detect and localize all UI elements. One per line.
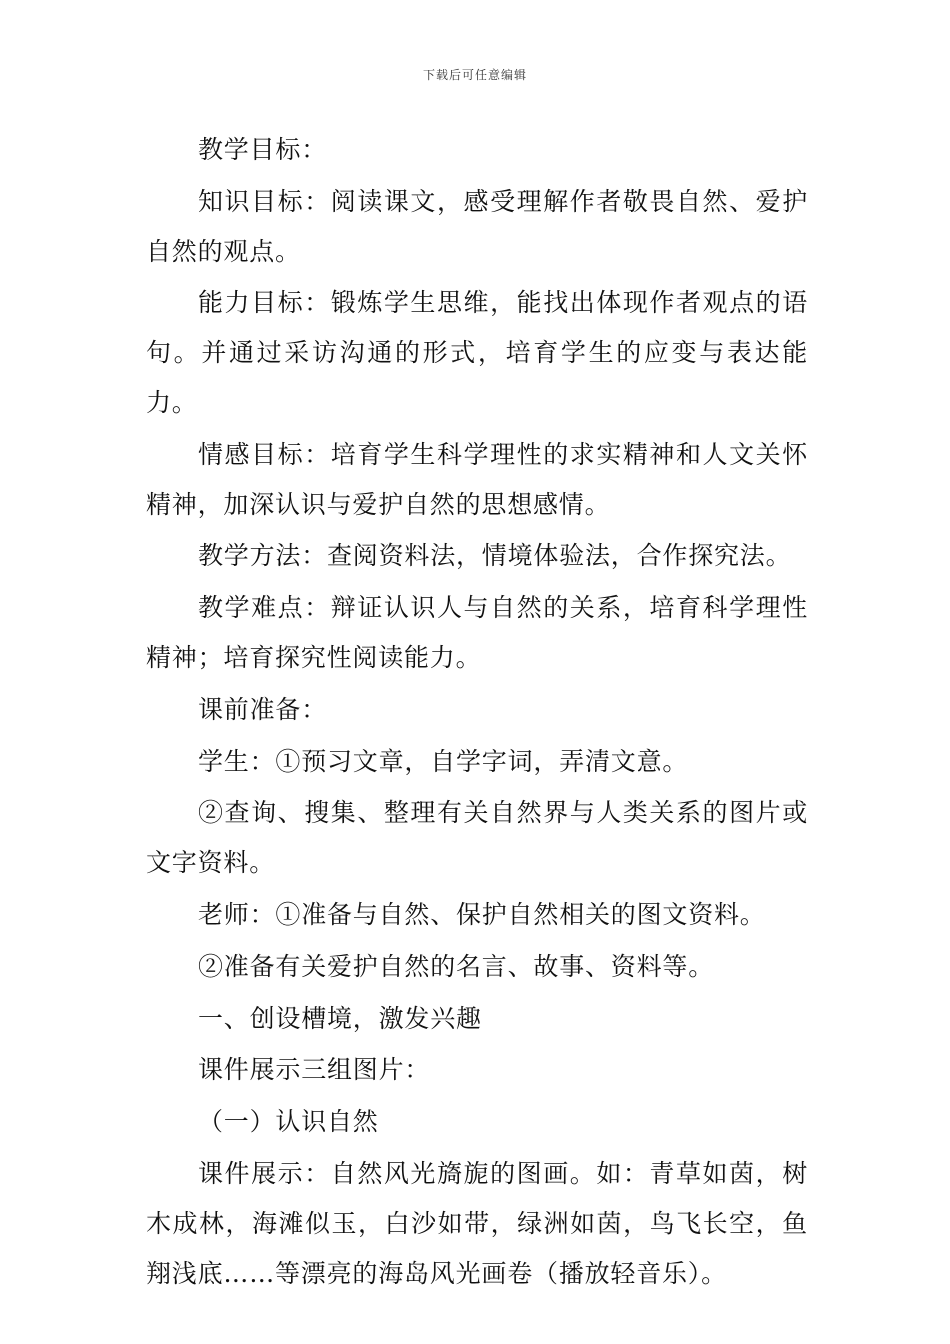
paragraph-teaching-method: 教学方法：查阅资料法，情境体验法，合作探究法。 xyxy=(198,541,792,571)
subsection-heading-1: （一）认识自然 xyxy=(198,1107,379,1137)
paragraph-courseware-intro: 课件展示三组图片： xyxy=(198,1055,431,1085)
paragraph-knowledge-goal: 知识目标：阅读课文，感受理解作者敬畏自然、爱护自然的观点。 xyxy=(146,186,808,266)
paragraph-student-prep-2: ②查询、搜集、整理有关自然界与人类关系的图片或文字资料。 xyxy=(146,798,808,878)
paragraph-preparation: 课前准备： xyxy=(198,694,328,724)
document-body xyxy=(146,125,808,1300)
section-heading-1: 一、创设槽境，激发兴趣 xyxy=(198,1003,482,1033)
paragraph-teaching-difficulty: 教学难点：辩证认识人与自然的关系，培育科学理性精神；培育探究性阅读能力。 xyxy=(146,593,808,672)
paragraph-ability-goal: 能力目标：锻炼学生思维，能找出体现作者观点的语句。并通过采访沟通的形式，培育学生的应变与表达能力。 xyxy=(146,288,808,417)
page-header: 下载后可任意编辑 xyxy=(422,68,527,82)
paragraph-student-prep-1: 学生：①预习文章，自学字词，弄清文意。 xyxy=(198,746,689,776)
paragraph-emotion-goal: 情感目标：培育学生科学理性的求实精神和人文关怀精神，加深认识与爱护自然的思想感情。 xyxy=(146,439,808,519)
paragraph-teacher-prep-1: 老师：①准备与自然、保护自然相关的图文资料。 xyxy=(198,899,766,929)
paragraph-teacher-prep-2: ②准备有关爱护自然的名言、故事、资料等。 xyxy=(198,951,715,981)
paragraph-teaching-goals: 教学目标： xyxy=(198,135,328,164)
paragraph-courseware-display: 课件展示：自然风光旖旎的图画。如：青草如茵，树木成林，海滩似玉，白沙如带，绿洲如茵，鸟飞长空，鱼翔浅底……等漂亮的海岛风光画卷（播放轻音乐）。 xyxy=(146,1158,808,1288)
